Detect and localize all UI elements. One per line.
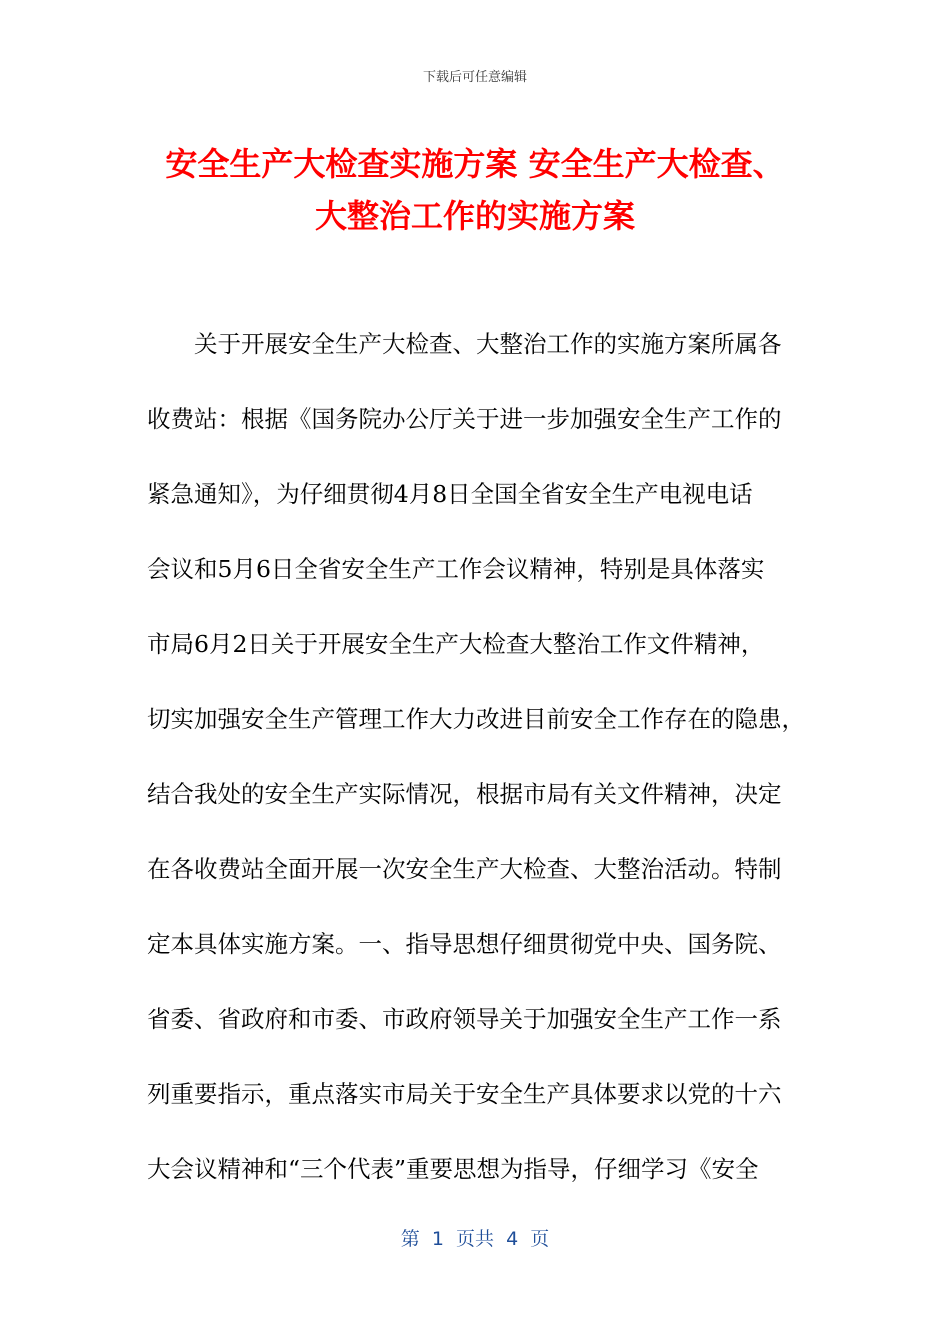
title-line-1: 安全生产大检查实施方案 安全生产大检查、 <box>165 145 785 183</box>
body-line: 结合我处的安全生产实际情况，根据市局有关文件精神，决定 <box>147 780 782 808</box>
body-line: 收费站：根据《国务院办公厅关于进一步加强安全生产工作的 <box>147 405 782 433</box>
body-line: 紧急通知》，为仔细贯彻4月8日全国全省安全生产电视电话 <box>147 480 753 508</box>
body-line: 定本具体实施方案。一、指导思想仔细贯彻党中央、国务院、 <box>147 930 782 958</box>
page-footer: 第 1 页共 4 页 <box>400 1228 550 1250</box>
body-line: 大会议精神和“三个代表”重要思想为指导，仔细学习《安全 <box>147 1155 759 1183</box>
title-line-2: 大整治工作的实施方案 <box>314 197 635 235</box>
body-line: 列重要指示，重点落实市局关于安全生产具体要求以党的十六 <box>147 1080 782 1108</box>
body-line: 关于开展安全生产大检查、大整治工作的实施方案所属各 <box>194 330 782 358</box>
body-line: 会议和5月6日全省安全生产工作会议精神，特别是具体落实 <box>147 555 765 583</box>
body-line: 市局6月2日关于开展安全生产大检查大整治工作文件精神， <box>147 630 765 658</box>
document-title <box>95 138 855 242</box>
body-line: 省委、省政府和市委、市政府领导关于加强安全生产工作一系 <box>147 1005 782 1033</box>
body-line: 切实加强安全生产管理工作大力改进目前安全工作存在的隐患， <box>147 705 805 733</box>
body-text <box>147 322 807 1222</box>
body-line: 在各收费站全面开展一次安全生产大检查、大整治活动。特制 <box>147 855 782 883</box>
header-note: 下载后可任意编辑 <box>422 70 527 85</box>
